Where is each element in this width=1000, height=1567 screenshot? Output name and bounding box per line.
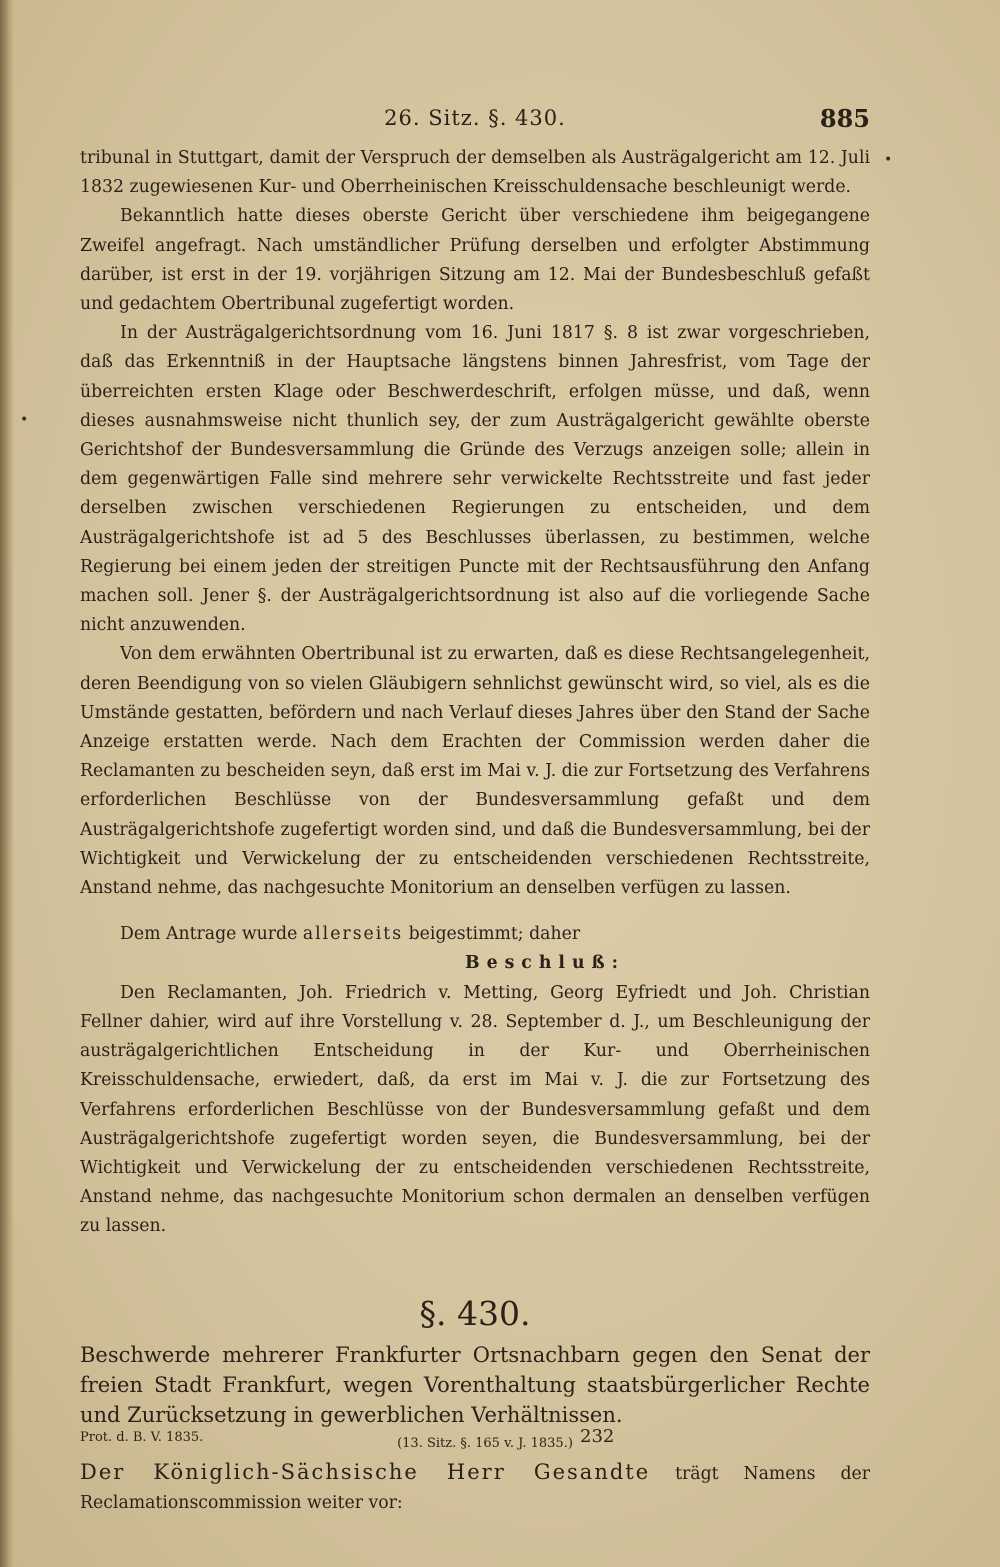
beschluss-heading: Beschluß: bbox=[464, 953, 626, 974]
section-reference: (13. Sitz. §. 165 v. J. 1835.) bbox=[397, 1435, 573, 1451]
opening-rest: trägt Namens der Reclamationscommission weiter vor: bbox=[80, 1463, 870, 1513]
section-opening bbox=[80, 1458, 870, 1518]
vote-prefix: Dem Antrage wurde bbox=[120, 924, 298, 945]
paragraph: Von dem erwähnten Obertribunal ist zu erwarten, daß es diese Rechtsangelegenheit, deren Beendigung von so vielen Gläubigern sehnlichst gewünscht wird, so viel, als es die Umstände gestatten, befördern und nach Verlauf dieses Jahres über den Stand der Sache Anzeige erstatten werde. Nach dem Erachten der Commission werden daher die Reclamanten zu bescheiden seyn, daß erst im Mai v. J. die zur Fortsetzung des Verfahrens erforderlichen Beschlüsse von der Bundesversammlung gefaßt und dem Austrägalgerichtshofe zugefertigt worden sind, und daß die Bundesversammlung, bei der Wichtigkeit und Verwickelung der zu entscheidenden verschiedenen Rechtsstreite, Anstand nehme, das nachgesuchte Monitorium an denselben verfügen zu lassen. bbox=[80, 644, 870, 899]
paragraph: Bekanntlich hatte dieses oberste Gericht über verschiedene ihm beigegangene Zweifel angefragt. Nach umständlicher Prüfung derselben und erfolgter Abstimmung darüber, ist erst in der 19. vorjährigen Sitzung am 12. Mai der Bundesbeschluß gefaßt und gedachtem Obertribunal zugefertigt worden. bbox=[80, 206, 870, 315]
page-footer bbox=[80, 1426, 870, 1456]
paragraph: In der Austrägalgerichtsordnung vom 16. Juni 1817 §. 8 ist zwar vorgeschrieben, daß das Erkenntniß in der Hauptsache längstens binnen Jahresfrist, vom Tage der überreichten ersten Klage oder Beschwerdeschrift, erfolgen müsse, und daß, wenn dieses ausnahmsweise nicht thunlich sey, der zum Austrägalgericht gewählte oberste Gerichtshof der Bundesversammlung die Gründe des Verzugs anzeigen solle; allein in dem gegenwärtigen Falle sind mehrere sehr verwickelte Rechtsstreite und fast jeder derselben zwischen verschiedenen Regierungen zu entscheiden, und dem Austrägalgerichtshofe ist ad 5 des Beschlusses überlassen, zu bestimmen, welche Regierung bei einem jeden der streitigen Puncte mit der Rechtsausführung den Anfang machen soll. Jener §. der Austrägalgerichtsordnung ist also auf die vorliegende Sache nicht anzuwenden. bbox=[80, 323, 870, 636]
vote-suffix: beigestimmt; daher bbox=[408, 924, 581, 945]
footer-signature: 232 bbox=[580, 1426, 615, 1447]
margin-bullet: • bbox=[884, 152, 893, 168]
page-number: 885 bbox=[819, 104, 870, 133]
running-head-title: 26. Sitz. §. 430. bbox=[384, 106, 566, 130]
section-title: Beschwerde mehrerer Frankfurter Ortsnachbarn gegen den Senat der freien Stadt Frankfurt, wegen Vorenthaltung staatsbürgerlicher Rechte und Zurücksetzung in gewerblichen Verhältnissen. bbox=[80, 1342, 870, 1427]
running-head bbox=[80, 104, 870, 138]
beschluss-text: Den Reclamanten, Joh. Friedrich v. Metting, Georg Eyfriedt und Joh. Christian Fellner dahier, wird auf ihre Vorstellung v. 28. September d. J., um Beschleunigung der austrägalgerichtlichen Entscheidung in der Kur- und Oberrheinischen Kreisschuldensache, erwiedert, daß, da erst im Mai v. J. die zur Fortsetzung des Verfahrens erforderlichen Beschlüsse von der Bundesversammlung gefaßt und dem Austrägalgerichtshofe zugefertigt worden seyen, die Bundesversammlung, bei der Wichtigkeit und Verwickelung der zu entscheidenden verschiedenen Rechtsstreite, Anstand nehme, das nachgesuchte Monitorium schon dermalen an denselben verfügen zu lassen. bbox=[80, 982, 870, 1237]
vote-line bbox=[80, 920, 870, 949]
footer-source: Prot. d. B. V. 1835. bbox=[80, 1430, 204, 1445]
page-gutter-shadow bbox=[0, 0, 14, 1567]
section-number: §. 430. bbox=[419, 1293, 531, 1333]
margin-bullet: • bbox=[20, 412, 29, 428]
paragraph: tribunal in Stuttgart, damit der Verspruch der demselben als Austrägalgericht am 12. Juli 1832 zugewiesenen Kur- und Oberrheinischen Kreisschuldensache beschleunigt werde. bbox=[80, 148, 870, 198]
body-text bbox=[80, 144, 870, 1518]
opening-emphasis: Der Königlich-Sächsische Herr Gesandte bbox=[80, 1459, 651, 1484]
vote-emphasis: allerseits bbox=[302, 924, 404, 945]
